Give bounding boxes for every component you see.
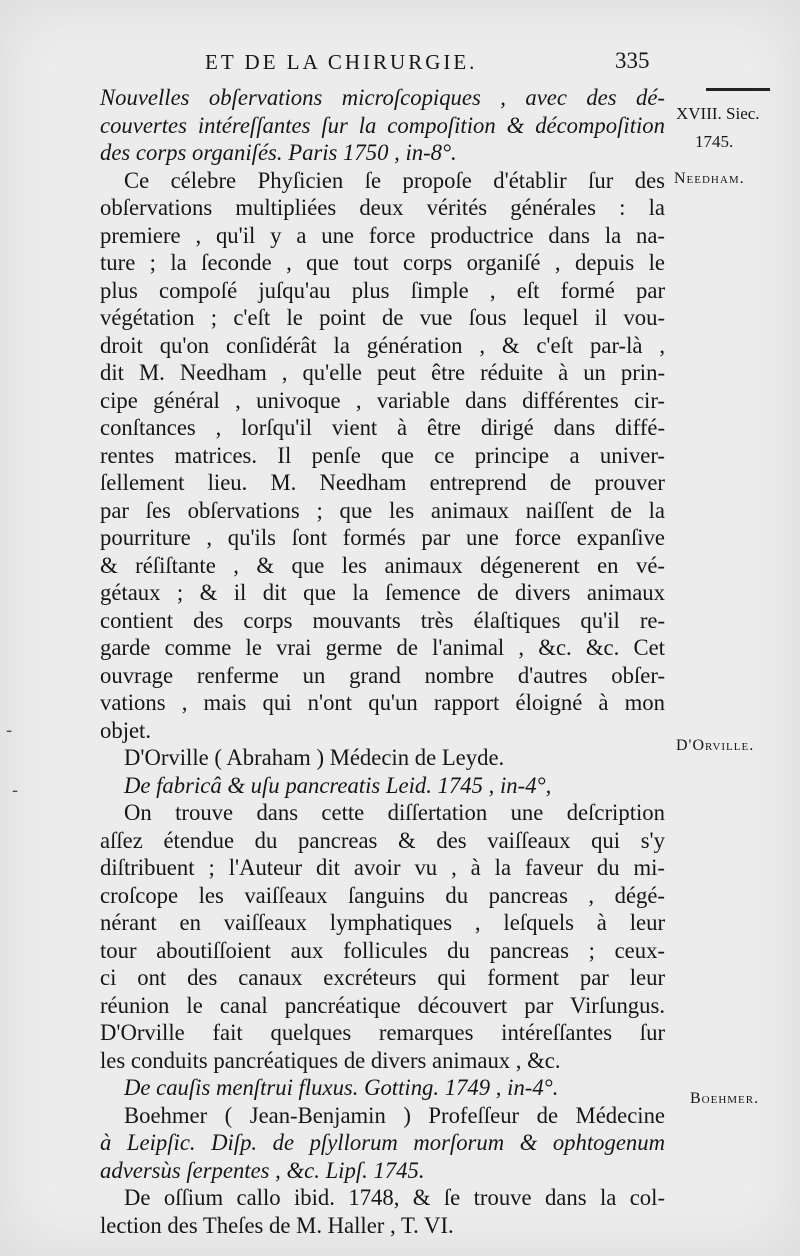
text-line: objet. [100, 717, 152, 743]
text-line: rentes matrices. Il penſe que ce principe a univer- [100, 442, 665, 468]
text-line: couvertes intéreſſantes ſur la compoſition & décompoſition [100, 112, 665, 138]
text-line: adversùs ſerpentes , &c. Lipſ. 1745. [100, 1157, 425, 1183]
body-text [100, 84, 665, 1239]
text-line: par ſes obſervations ; que les animaux naiſſent de la [100, 497, 665, 523]
text-line: Nouvelles obſervations microſcopiques , avec des dé- [100, 85, 665, 110]
text-line: contient des corps mouvants très élaſtiques qu'il re- [100, 607, 665, 633]
text-line: Ce célebre Phyſicien ſe propoſe d'établir ſur des [124, 167, 665, 193]
text-line: des corps organiſés. Paris 1750 , in-8°. [100, 140, 457, 165]
text-line: aſſez étendue du pancreas & des vaiſſeaux qui s'y [100, 827, 665, 853]
text-line: obſervations multipliées deux vérités générales : la [100, 195, 665, 220]
text-line: ouvrage renferme un grand nombre d'autres obſer- [100, 662, 665, 688]
text-line: ci ont des canaux excréteurs qui forment par leur [100, 965, 665, 990]
text-line: & réſiſtante , & que les animaux dégenerent en vé- [100, 552, 665, 578]
text-line: garde comme le vrai germe de l'animal , &c. &c. Cet [100, 635, 665, 660]
text-line: à Leipſic. Diſp. de pſyllorum morſorum & ophtogenum [100, 1130, 665, 1155]
text-line: réunion le canal pancréatique découvert par Virſungus. [100, 992, 665, 1018]
text-line: vations , mais qui n'ont qu'un rapport éloigné à mon [100, 690, 665, 715]
text-line: gétaux ; & il dit que la ſemence de divers animaux [100, 580, 665, 605]
page-number: 335 [615, 48, 650, 73]
text-line: ſellement lieu. M. Needham entreprend de prouver [100, 470, 665, 495]
text-line: cipe général , univoque , variable dans différentes cir- [100, 387, 665, 413]
text-line: D'Orville fait quelques remarques intéreſſantes ſur [100, 1020, 665, 1045]
text-line: ture ; la ſeconde , que tout corps organiſé , depuis le [100, 250, 665, 275]
text-line: premiere , qu'il y a une force productrice dans la na- [100, 222, 665, 248]
text-line: pourriture , qu'ils ſont formés par une force expanſive [100, 525, 665, 550]
running-head: ET DE LA CHIRURGIE. [205, 50, 478, 74]
text-line: croſcope les vaiſſeaux ſanguins du pancreas , dégé- [100, 882, 665, 908]
text-line: De oſſium callo ibid. 1748, & ſe trouve dans la col- [124, 1185, 665, 1210]
margin-century: XVIII. Siec. [676, 104, 760, 123]
text-line: De cauſis menſtrui fluxus. Gotting. 1749 , in-4°. [124, 1075, 559, 1100]
text-line: les conduits pancréatiques de divers animaux , &c. [100, 1047, 561, 1073]
text-line: dit M. Needham , qu'elle peut être réduite à un prin- [100, 360, 665, 385]
margin-name-dorville: D'Orville. [676, 737, 755, 754]
text-line: Boehmer ( Jean-Benjamin ) Profeſſeur de Médecine [124, 1102, 665, 1128]
margin-name-needham: Needham. [674, 170, 745, 187]
page-header [0, 44, 800, 84]
page-edge-mark: ‑ [12, 780, 19, 801]
text-line: diſtribuent ; l'Auteur dit avoir vu , à la faveur du mi- [100, 855, 665, 880]
text-line: conſtances , lorſqu'il vient à être dirigé dans diffé- [100, 415, 665, 440]
margin-name-boehmer: Boehmer. [690, 1090, 760, 1107]
text-line: tour aboutiſſoient aux follicules du pancreas ; ceux- [100, 937, 665, 963]
text-line: végétation ; c'eſt le point de vue ſous lequel il vou- [100, 305, 665, 330]
text-line: On trouve dans cette diſſertation une deſcription [124, 800, 665, 825]
page-edge-mark: ‑ [6, 720, 13, 741]
text-line: De fabricâ & uſu pancreatis Leid. 1745 , in-4°, [124, 772, 552, 798]
margin-rule [706, 88, 770, 91]
text-line: D'Orville ( Abraham ) Médecin de Leyde. [124, 745, 505, 770]
text-line: nérant en vaiſſeaux lymphatiques , leſquels à leur [100, 910, 665, 935]
margin-year: 1745. [695, 132, 734, 151]
text-line: plus compoſé juſqu'au plus ſimple , eſt formé par [100, 277, 665, 303]
text-line: lection des Theſes de M. Haller , T. VI. [100, 1212, 454, 1238]
text-line: droit qu'on conſidérât la génération , & c'eſt par-là , [100, 332, 665, 358]
